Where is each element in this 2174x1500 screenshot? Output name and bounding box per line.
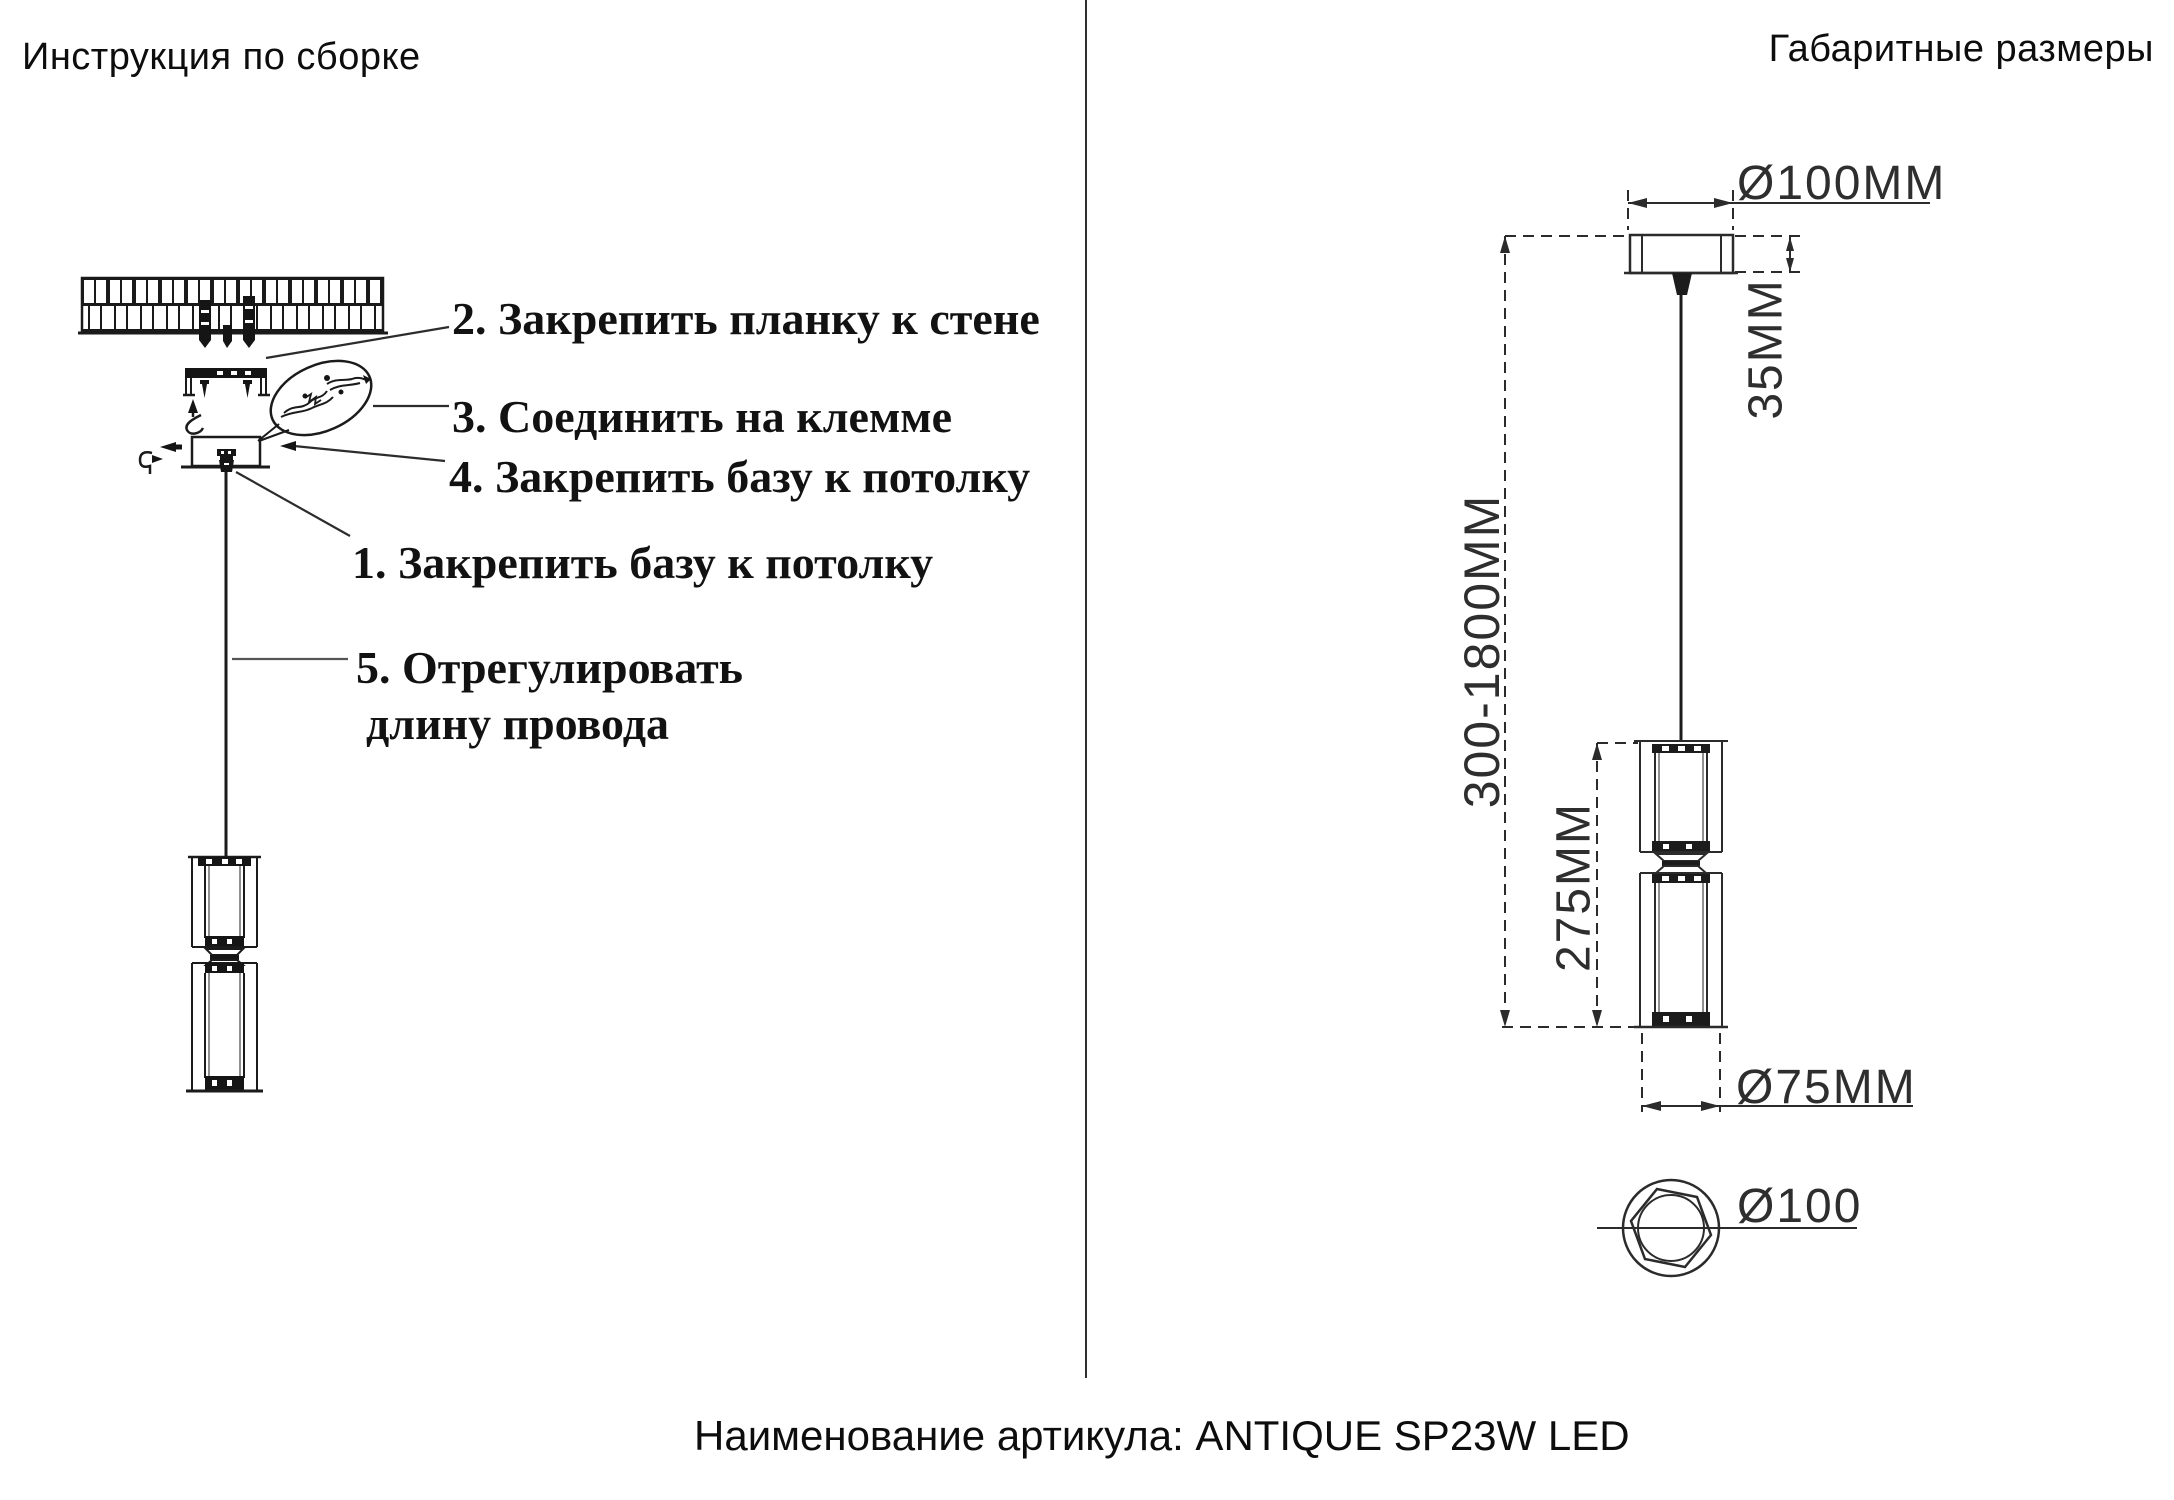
ceiling-base-box: [181, 437, 270, 472]
leader-arrow-icon: [280, 441, 296, 451]
pendant-lamp-dim-drawing: [1634, 741, 1728, 1027]
canopy-drawing: [1624, 235, 1738, 295]
wire-splice-callout: [258, 346, 383, 449]
step-5-label-line2: длину провода: [366, 698, 669, 749]
dim-label-suspension-length: 300-1800MM: [1454, 493, 1510, 809]
step-1-label: 1. Закрепить базу к потолку: [352, 537, 934, 588]
dim-label-lamp-diameter: Ø75MM: [1736, 1061, 1917, 1114]
hook-icon: [186, 415, 203, 434]
left-panel-title: Инструкция по сборке: [22, 36, 421, 78]
step-2-label: 2. Закрепить планку к стене: [452, 293, 1040, 344]
mounting-strap-icon: [183, 368, 270, 398]
wire-splice-icon: [281, 375, 371, 417]
step-5-label-line1: 5. Отрегулировать: [356, 642, 744, 693]
brick-wall-hatch-icon: [78, 278, 388, 333]
lift-arrow-icon: [188, 399, 198, 417]
dim-label-bottom-view-diameter: Ø100: [1737, 1180, 1863, 1233]
push-arrow-icon: [160, 442, 182, 452]
pendant-lamp-drawing: [186, 857, 263, 1091]
article-name-caption: Наименование артикула: ANTIQUE SP23W LED: [694, 1412, 1630, 1459]
dim-label-canopy-height: 35MM: [1739, 278, 1793, 420]
cord-hook-icon: [140, 452, 163, 474]
step-4-label: 4. Закрепить базу к потолку: [449, 451, 1031, 502]
right-panel-title: Габаритные размеры: [1768, 28, 2154, 70]
dim-canopy-height: [1735, 236, 1802, 272]
strain-relief-fitting-icon: [217, 449, 236, 472]
step-3-label: 3. Соединить на клемме: [452, 391, 953, 442]
dim-label-lamp-height: 275MM: [1547, 801, 1601, 973]
dim-label-canopy-diameter: Ø100MM: [1737, 157, 1947, 210]
